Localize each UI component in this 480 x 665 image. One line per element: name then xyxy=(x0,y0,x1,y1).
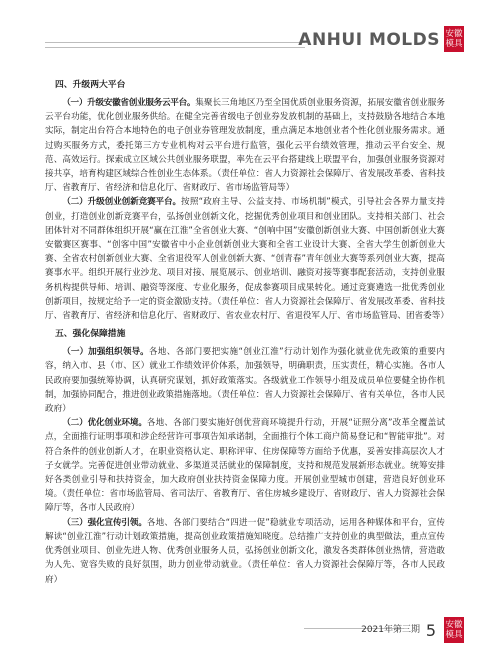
brand-name: ANHUI MOLDS xyxy=(298,30,440,50)
paragraph-text: 各地、各部门要结合“四进一促”稳就业专项活动，运用各种媒体和平台，宣传解读“创业江淮”行动计划政策措施，提高创业政策措施知晓度。总结推广支持创业的典型做法，重点宣传优秀创业项目、创业先进人物、优秀创业服务人员，弘扬创业创新文化，激发各类群体创业热情，营造敢为人先、宽容失败的良好氛围，助力创业带动就业。（责任单位：省人力资源社会保障厅等，各市人民政府） xyxy=(45,517,445,585)
paragraph-subheading: （二）优化创业环境。 xyxy=(62,418,147,429)
brand-seal-line2: 模具 xyxy=(445,39,463,49)
footer-seal xyxy=(444,617,464,643)
brand-seal-line1: 安徽 xyxy=(445,29,463,39)
paragraph-subheading: （一）升级安徽省创业服务云平台。 xyxy=(62,98,196,108)
paragraph xyxy=(45,345,445,416)
paragraph-text: 各地、各部门要把实施“创业江淮”行动计划作为强化就业优先政策的重要内容，纳入市、县（市、区）就业工作绩效评价体系，加强领导，明确职责，压实责任，精心实施。各市人民政府要加强统筹协调，认真研究谋划，抓好政策落实。各级就业工作领导小组及成员单位要健全协作机制，加强协同配合，推进创业政策措施落地。（责任单位：省人力资源社会保障厅、省有关单位，各市人民政府） xyxy=(45,347,445,415)
paragraph-text: 按照“政府主导、公益支持、市场机制”模式，引导社会各界力量支持创业，打造创业创新竞赛平台，弘扬创业创新文化，挖掘优秀创业项目和创业团队。支持相关部门、社会团体针对不同群体组织开展“赢在江淮”全省创业大赛、“创响中国”安徽创新创业大赛、中国创新创业大赛安徽赛区赛事、“创客中国”安徽省中小企业创新创业大赛和全省工业设计大赛、全省大学生创新创业大赛、全省农村创新创业大赛、全省退役军人创业创新大赛、“创青春”青年创业大赛等系列创业大赛，提高赛事水平。组织开展行业沙龙、项目对接、展览展示、创业培训、融资对接等赛事配套活动，支持创业服务机构提供导师、培训、融资等深度、专业化服务，促成参赛项目成果转化。通过竞赛遴选一批优秀创业创新项目，按规定给予一定的资金激励支持。（责任单位：省人力资源社会保障厅、省发展改革委、省科技厅、省教育厅、省经济和信息化厅、省财政厅、省农业农村厅、省退役军人厅、省市场监管局、团省委等） xyxy=(45,197,449,322)
paragraph-subheading: （一）加强组织领导。 xyxy=(62,347,149,358)
section-heading: 五、强化保障措施 xyxy=(55,329,126,340)
section-heading: 四、升级两大平台 xyxy=(55,80,126,90)
footer-seal-line2: 模具 xyxy=(445,630,463,640)
article-body xyxy=(45,74,449,587)
footer-seal-line1: 安徽 xyxy=(445,620,463,630)
page-number: 5 xyxy=(425,621,436,640)
paragraph-text: 各地、各部门要实施好创优营商环境提升行动，开展“证照分离”改革全覆盖试点，全面推行证明事项和涉企经营许可事项告知承诺制，全面推行个体工商户简易登记和“智能审批”。对符合条件的创业创新人才，在职业资格认定、职称评审、住房保障等方面给予优惠，妥善安排高层次人才子女就学。完善促进创业带动就业、多渠道灵活就业的保障制度，支持和规范发展新形态就业。统筹安排好各类创业引导和扶持资金，加大政府创业扶持资金保障力度。开展创业型城市创建，营造良好创业环境。（责任单位：省市场监管局、省司法厅、省教育厅、省住房城乡建设厅、省财政厅、省人力资源社会保障厅等，各市人民政府） xyxy=(45,418,445,514)
brand-seal xyxy=(444,26,464,52)
paragraph xyxy=(45,195,449,323)
issue-label: 2021年第三期 xyxy=(361,625,420,635)
header-rule xyxy=(45,42,305,48)
page-footer xyxy=(304,615,464,643)
paragraph-text: 集聚长三角地区乃至全国优质创业服务资源，拓展安徽省创业服务云平台功能，优化创业服务供给。在健全完善省级电子创业券发放机制的基础上，支持鼓励各地结合本地实际，制定出台符合本地特色的电子创业券管理发放制度，重点满足本地创业者个性化创业服务需求。通过购买服务方式，委托第三方专业机构对云平台进行监管，强化云平台绩效管理，推动云平台安全、规范、高效运行。探索成立区域公共创业服务联盟，率先在云平台搭建线上联盟平台，加强创业服务资源对接共享，培育构建区域综合性创业生态体系。（责任单位：省人力资源社会保障厅、省发展改革委、省科技厅、省教育厅、省经济和信息化厅、省财政厅、省市场监管局等） xyxy=(45,98,445,194)
paragraph xyxy=(45,96,445,195)
paragraph xyxy=(45,416,445,515)
paragraph xyxy=(45,516,445,587)
paragraph-subheading: （二）升级创业创新竞赛平台。 xyxy=(62,197,182,208)
paragraph-subheading: （三）强化宣传引领。 xyxy=(62,517,147,528)
